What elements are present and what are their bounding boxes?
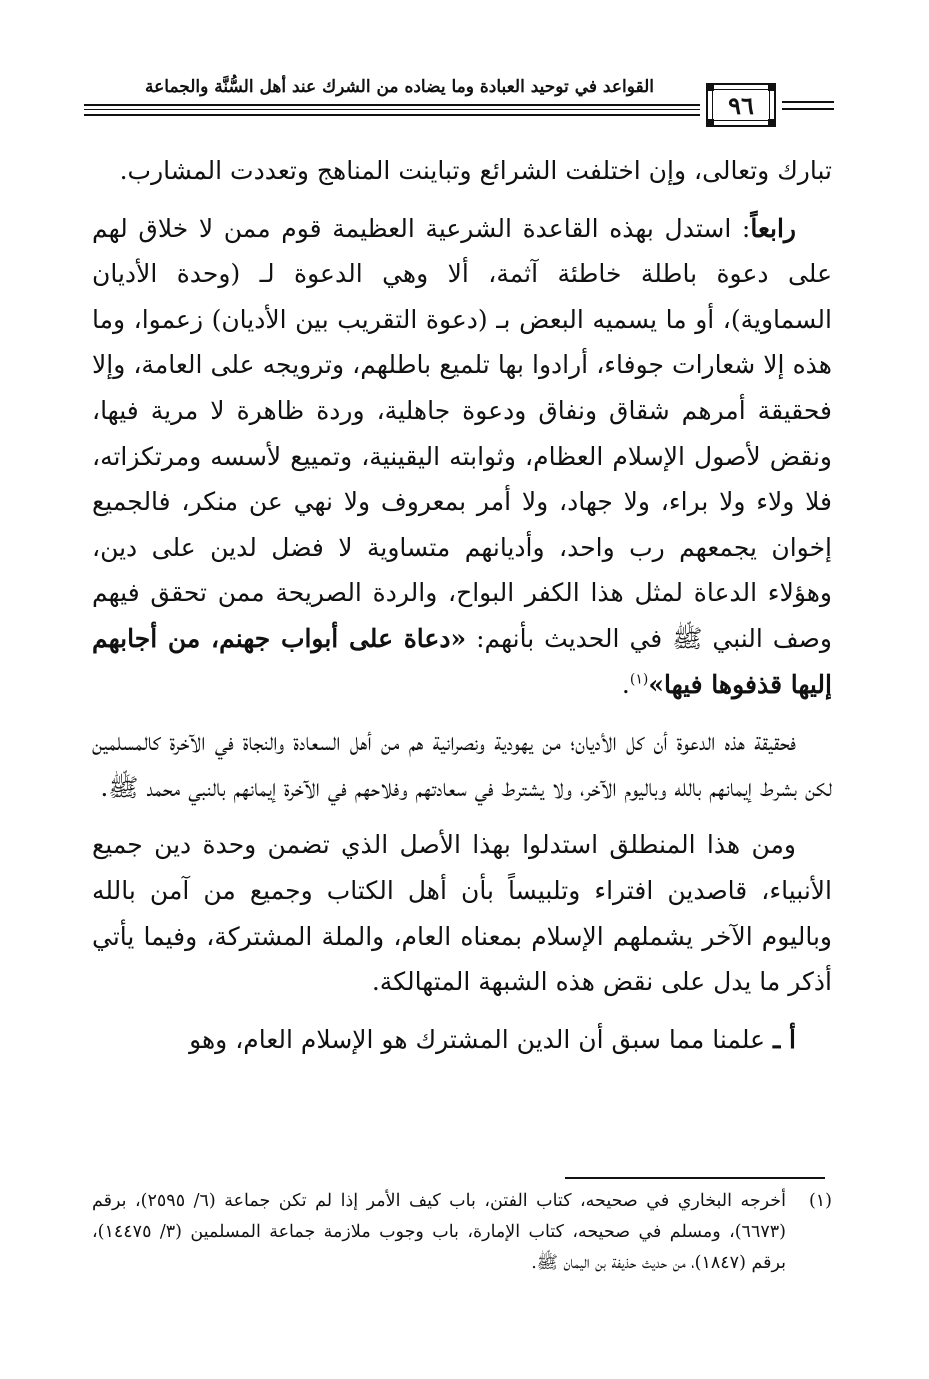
body-paragraph	[92, 719, 832, 810]
header-rule	[84, 114, 700, 116]
body-text	[92, 148, 832, 1062]
paragraph-text: علمنا مما سبق أن الدين المشترك هو الإسلام العام، وهو	[189, 1024, 774, 1054]
running-header-title: القواعد في توحيد العبادة وما يضاده من الشرك عند أهل السُّنَّة والجماعة	[145, 77, 654, 97]
paragraph-text: تبارك وتعالى، وإن اختلفت الشرائع وتباينت المناهج وتعددت المشارب.	[119, 156, 832, 185]
page-number: ٩٦	[712, 89, 770, 121]
header-side-rule	[782, 108, 834, 110]
footnote-number: (١)	[808, 1191, 832, 1211]
body-paragraph	[92, 206, 832, 708]
footnote-separator	[565, 1177, 825, 1179]
paragraph-text: ومن هذا المنطلق استدلوا بهذا الأصل الذي تضمن وحدة دين جميع الأنبياء، قاصدين افتراء وتلبيساً بأن أهل الكتاب وجميع من آمن بالله وباليوم الآخر يشملهم الإسلام بمعناه العام، والملة المشتركة، وفيما يأتي أذكر ما يدل على نقض هذه الشبهة المتهالكة.	[92, 830, 832, 997]
header-rule	[84, 109, 700, 110]
footnote-text: أخرجه البخاري في صحيحه، كتاب الفتن، باب كيف الأمر إذا لم تكن جماعة (٦/ ٢٥٩٥)، برقم (٦٦٧٣)، ومسلم في صحيحه، كتاب الإمارة، باب وجوب ملازمة جماعة المسلمين (٣/ ١٤٤٧٥)، برقم (١٨٤٧)، من حديث حذيفة بن اليمان ﷺ.	[92, 1191, 786, 1273]
footnote	[92, 1186, 832, 1279]
bold-phrase: رابعاً	[750, 213, 796, 243]
body-paragraph	[92, 1017, 832, 1063]
body-paragraph	[92, 148, 832, 194]
bold-phrase: أ ـ	[773, 1024, 796, 1054]
footnotes	[92, 1186, 832, 1279]
paragraph-text: : استدل بهذه القاعدة الشرعية العظيمة قوم ممن لا خلاق لهم على دعوة باطلة خاطئة آثمة، ألا وهي الدعوة لـ (وحدة الأديان السماوية)، أو ما يسميه البعض بـ (دعوة التقريب بين الأديان) زعموا، وما هذه إلا شعارات جوفاء، أرادوا بها تلميع باطلهم، وترويجه على العامة، وإلا فحقيقة أمرهم شقاق ونفاق ودعوة جاهلية، وردة ظاهرة لا مرية فيها، ونقض لأصول الإسلام العظام، وثوابته اليقينية، وتمييع لأسسه ومرتكزاته، فلا ولاء ولا براء، ولا جهاد، ولا أمر بمعروف ولا نهي عن منكر، فالجميع إخوان يجمعهم رب واحد، وأديانهم متساوية لا فضل لدين على دين، وهؤلاء الدعاة لمثل هذا الكفر البواح، والردة الصريحة ممن تحقق فيهم وصف النبي ﷺ في الحديث بأنهم:	[92, 213, 832, 653]
body-paragraph	[92, 822, 832, 1004]
page-number-frame	[706, 83, 776, 127]
paragraph-text: فحقيقة هذه الدعوة أن كل الأديان؛ من يهودية ونصرانية هم من أهل السعادة والنجاة في الآخرة كالمسلمين لكن بشرط إيمانهم بالله وباليوم الآخر، ولا يشترط في سعادتهم وفلاحهم في الآخرة إيمانهم بالنبي محمد ﷺ.	[92, 727, 832, 802]
footnote-reference: (١)	[629, 671, 649, 688]
header-rule	[84, 104, 700, 106]
bold-phrase: «دعاة على أبواب جهنم، من أجابهم إليها قذفوها فيها»	[92, 623, 832, 699]
header-side-rule	[782, 101, 834, 103]
paragraph-text: .	[621, 669, 630, 699]
